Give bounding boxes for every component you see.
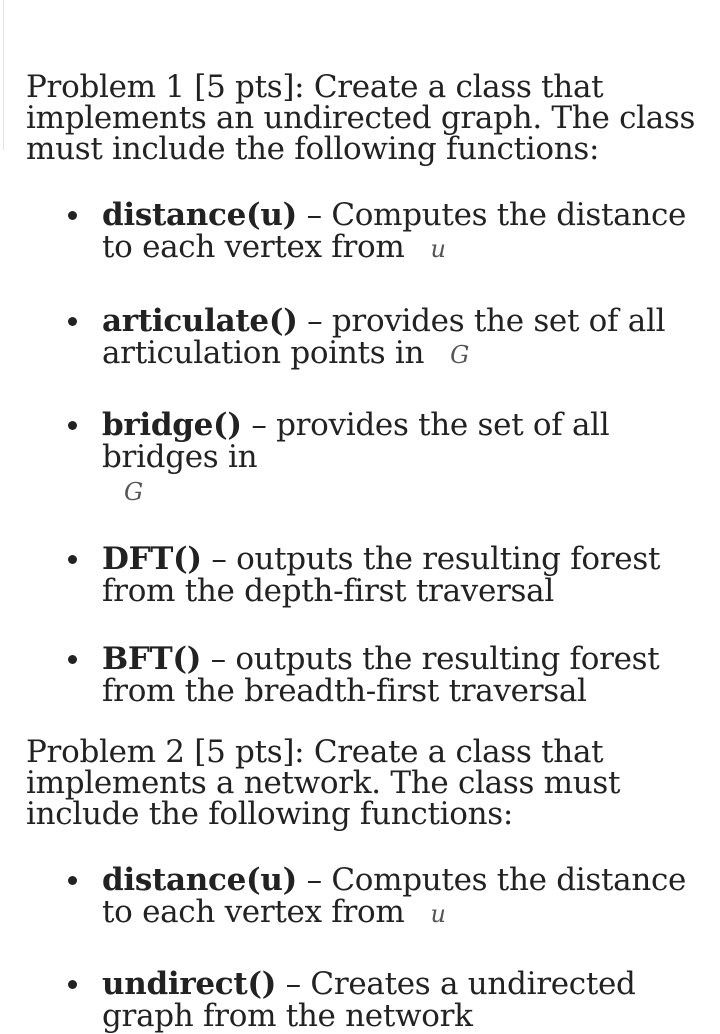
- page-edge-divider: [3, 0, 4, 150]
- function-description: – Computes the distance to each vertex from: [102, 862, 687, 930]
- math-variable: u: [430, 235, 446, 263]
- function-name: BFT(): [102, 641, 202, 677]
- list-item: [26, 643, 716, 707]
- function-name: distance(u): [102, 197, 298, 233]
- problem-1-heading: Problem 1 [5 pts]: Create a class that implements an undirected graph. The class must include the following functions:: [26, 69, 696, 167]
- problem-1-function-list: [26, 199, 716, 707]
- function-description: – outputs the resulting forest from the breadth-first traversal: [102, 641, 660, 709]
- function-description: – outputs the resulting forest from the depth-first traversal: [102, 541, 661, 609]
- bullet-icon: [68, 555, 77, 564]
- list-item: [26, 543, 716, 607]
- list-item: [26, 864, 716, 930]
- function-name: bridge(): [102, 407, 242, 443]
- problem-2-function-list: [26, 864, 716, 1032]
- bullet-icon: [68, 876, 77, 885]
- function-name: undirect(): [102, 966, 277, 1002]
- function-description: – provides the set of all articulation points in: [102, 303, 666, 371]
- bullet-icon: [68, 655, 77, 664]
- list-item: [26, 305, 716, 371]
- math-variable: G: [124, 478, 143, 506]
- function-description: – provides the set of all bridges in: [102, 407, 610, 475]
- function-name: articulate(): [102, 303, 298, 339]
- function-description: – Computes the distance to each vertex from: [102, 197, 687, 265]
- document-body: [26, 69, 716, 1034]
- math-variable: u: [430, 900, 446, 928]
- problem-2-heading: Problem 2 [5 pts]: Create a class that implements a network. The class must include the following functions:: [26, 734, 621, 832]
- function-name: distance(u): [102, 862, 298, 898]
- math-variable: G: [450, 341, 470, 369]
- list-item: [26, 968, 716, 1032]
- bullet-icon: [68, 980, 77, 989]
- function-description: – Creates a undirected graph from the network: [102, 966, 636, 1034]
- list-item: [26, 409, 716, 511]
- bullet-icon: [68, 317, 77, 326]
- list-item: [26, 199, 716, 265]
- bullet-icon: [68, 211, 77, 220]
- bullet-icon: [68, 421, 77, 430]
- function-name: DFT(): [102, 541, 202, 577]
